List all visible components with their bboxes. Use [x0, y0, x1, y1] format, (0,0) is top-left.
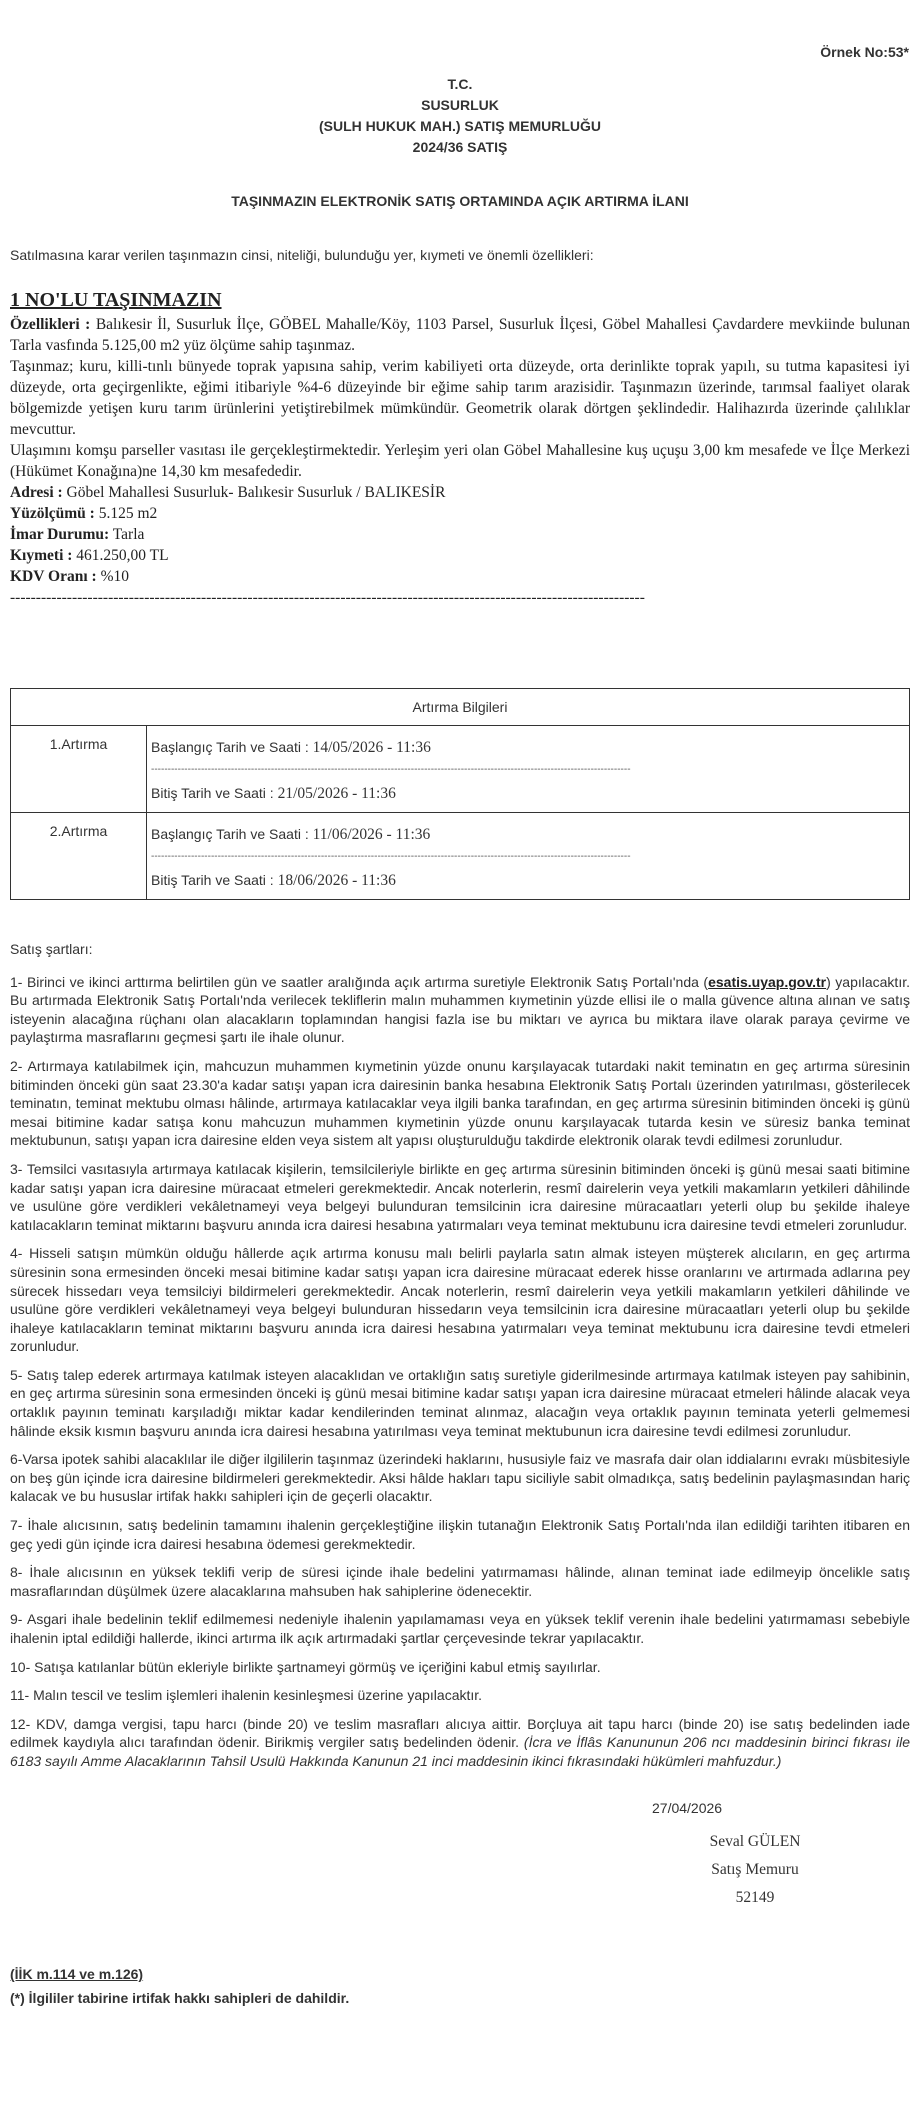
header-line-1: T.C. — [447, 76, 473, 92]
condition-6: 6-Varsa ipotek sahibi alacaklılar ile diğer ilgililerin taşınmaz üzerindeki haklarını, hususiyle faiz ve masrafa dair olan iddialarını evrakı müsbitesiyle on beş gün içinde icra dairesine bildirmeleri gerekmektedir. Aksi hâlde hakları tapu siciliyle sabit olmadıkça, satış bedelinin paylaşmasından hariç kalacak ve bu hususlar irtifak hakkı sahipleri için de geçerli olacaktır. — [10, 1451, 910, 1505]
property-description-1: Taşınmaz; kuru, killi-tınlı bünyede toprak yapısına sahip, verim kabiliyeti orta düzeyde, orta derinlikte toprak yapılı, su tutma kapasitesi iyi düzeyde, orta geçirgenlikte, eğimi itibariyle %4-6 düzeyinde bir eğime sahip tarım arazisidir. Taşınmazın üzerinde, tarımsal faaliyet olarak bölgemizde yetişen kuru tarım ürünlerini yetiştirebilmek mümkündür. Geometrik olarak dörtgen şeklindedir. Halihazırda üzerinde çalılıklar mevcuttur. — [10, 358, 910, 438]
end-value: 21/05/2026 - 11:36 — [277, 785, 396, 802]
value-label: Kıymeti : — [10, 547, 73, 564]
condition-3: 3- Temsilci vasıtasıyla artırmaya katılacak kişilerin, temsilcileriyle birlikte en geç artırma süresinin bitiminden önceki iş günü mesai saati bitimine kadar satışı yapan icra dairesine müracaat etmeleri gerekmektedir. Ancak noterlerin, resmî dairelerin veya yetkili makamların yetkileri dâhilinde ve usulüne göre verdikleri vekâletnameyi veya belgeyi bulunduran temsilcinin icra dairesine müracaatları yeterli olup bu şekilde ihaleye katılacakların teminat miktarını başvuru anında icra dairesi hesabına yatırmaları veya teminat mektubunu icra dairesine tevdi etmeleri zorunludur. — [10, 1160, 910, 1233]
property-address — [10, 482, 910, 503]
auction-start — [151, 823, 905, 845]
condition-1 — [10, 973, 910, 1047]
end-value: 18/06/2026 - 11:36 — [277, 872, 396, 889]
property-area — [10, 503, 910, 524]
conditions-title: Satış şartları: — [10, 941, 93, 957]
signer-number: 52149 — [735, 1889, 775, 1906]
start-value: 11/06/2026 - 11:36 — [312, 826, 431, 843]
auction-row — [11, 726, 910, 813]
condition-9: 9- Asgari ihale bedelinin teklif edilmemesi nedeniyle ihalenin yapılamaması veya en yüksek teklif verenin ihale bedelini yatırmaması sebebiyle ihalenin iptal edildiği hallerde, ikinci artırma ilk açık artırmadaki şartlar çerçevesinde tekrar yapılacaktır. — [10, 1611, 910, 1646]
property-divider: --------------------------------------------------------------------------------------------------------------------------- — [10, 589, 645, 606]
signature-block — [660, 1828, 850, 1912]
auction-table — [10, 688, 910, 900]
auction-end — [151, 869, 905, 891]
header-line-4: 2024/36 SATIŞ — [412, 139, 508, 155]
auction-separator: ------------------------------------------------------------------------------------------------------------------------------------------------ — [151, 764, 631, 775]
auction-end — [151, 782, 905, 804]
start-label: Başlangıç Tarih ve Saati : — [151, 826, 313, 842]
header-line-3: (SULH HUKUK MAH.) SATIŞ MEMURLUĞU — [318, 118, 602, 134]
vat-value: %10 — [96, 568, 129, 585]
property-vat — [10, 566, 910, 587]
announcement-date: 27/04/2026 — [652, 1800, 723, 1816]
sale-conditions — [10, 940, 910, 1781]
condition-12 — [10, 1715, 910, 1771]
auction-table-title: Artırma Bilgileri — [11, 689, 910, 726]
property-features — [10, 314, 910, 356]
address-value: Göbel Mahallesi Susurluk- Balıkesir Susurluk / BALIKESİR — [62, 484, 446, 501]
condition-5: 5- Satış talep ederek artırmaya katılmak isteyen alacaklıdan ve ortaklığın satış suretiyle giderilmesinde artırmaya katılmak isteyen pay sahibinin, en geç artırma süresinin sona ermesinden önceki iş günü mesai bitimine kadar satışı yapan icra dairesine müracaat etmeleri hâlinde alacak veya ortaklık payının teminatı karşıladığı miktar kadar kendilerinden teminat alınmaz, alacağın veya ortaklık payının teminata yeterli gelmemesi hâlinde eksik kısmın başvuru anında icra dairesi hesabına yatırılması veya teminat mektubunun icra dairesine tevdi edilmesi zorunludur. — [10, 1366, 910, 1439]
start-label: Başlangıç Tarih ve Saati : — [151, 739, 313, 755]
condition-7: 7- İhale alıcısının, satış bedelinin tamamını ihalenin gerçekleştiğine ilişkin tutanağın Elektronik Satış Portalı'nda ilan edildiği tarihten itibaren en geç yedi gün içinde icra dairesi hesabına ödemesi gerekmektedir. — [10, 1517, 910, 1552]
announcement-title: TAŞINMAZIN ELEKTRONİK SATIŞ ORTAMINDA AÇIK ARTIRMA İLANI — [231, 193, 689, 209]
zoning-value: Tarla — [109, 526, 145, 543]
features-label: Özellikleri : — [10, 316, 91, 333]
signer-name: Seval GÜLEN — [709, 1833, 801, 1850]
office-header — [0, 74, 920, 158]
property-value — [10, 545, 910, 566]
property-section — [10, 287, 910, 608]
start-value: 14/05/2026 - 11:36 — [312, 739, 431, 756]
property-description-2: Ulaşımını komşu parseller vasıtası ile gerçekleştirmektedir. Yerleşim yeri olan Göbel Mahallesine kuş uçuşu 3,00 km mesafede ve İlçe Merkezi (Hükümet Konağına)ne 14,30 km mesafededir. — [10, 442, 910, 480]
area-label: Yüzölçümü : — [10, 505, 95, 522]
auction-dates — [147, 813, 910, 900]
footnote-law-reference: (İİK m.114 ve m.126) — [10, 1966, 144, 1982]
features-text: Balıkesir İl, Susurluk İlçe, GÖBEL Mahalle/Köy, 1103 Parsel, Susurluk İlçesi, Göbel Mahallesi Çavdardere mevkiinde bulunan Tarla vasfında 5.125,00 m2 yüz ölçüme sahip taşınmaz. — [10, 316, 911, 354]
intro-text: Satılmasına karar verilen taşınmazın cinsi, niteliği, bulunduğu yer, kıymeti ve önemli özellikleri: — [10, 247, 594, 263]
auction-row — [11, 813, 910, 900]
condition-12-text: 12- KDV, damga vergisi, tapu harcı (binde 20) ve teslim masrafları alıcıya aittir. Borçluya ait tapu harcı (binde 20) ise satış bedelinden iade edilmek kaydıyla alıcı tarafından ödenir. Birikmiş vergiler satış bedelinden ödenir. — [10, 1715, 910, 1751]
end-label: Bitiş Tarih ve Saati : — [151, 872, 278, 888]
condition-8: 8- İhale alıcısının en yüksek teklifi verip de süresi içinde ihale bedelini yatırmaması hâlinde, alınan teminat iade edilmeyip öncelikle satış masraflarından düşülmek üzere alacaklarına mahsuben hak sahiplerine ödenecektir. — [10, 1564, 910, 1599]
header-line-2: SUSURLUK — [421, 97, 499, 113]
property-heading: 1 NO'LU TAŞINMAZIN — [10, 289, 222, 311]
footnote — [10, 1962, 349, 2010]
condition-10: 10- Satışa katılanlar bütün ekleriyle birlikte şartnameyi görmüş ve içeriğini kabul etmiş sayılırlar. — [10, 1658, 601, 1675]
footnote-note: (*) İlgililer tabirine irtifak hakkı sahipleri de dahildir. — [10, 1990, 350, 2006]
signer-title: Satış Memuru — [711, 1861, 799, 1878]
zoning-label: İmar Durumu: — [10, 526, 110, 543]
auction-dates — [147, 726, 910, 813]
auction-label: 2.Artırma — [11, 813, 147, 900]
auction-label: 1.Artırma — [11, 726, 147, 813]
condition-12-legal-note: (İcra ve İflâs Kanununun 206 ncı maddesinin birinci fıkrası ile 6183 sayılı Amme Alacaklarının Tahsil Usulü Hakkında Kanunun 21 inci maddesinin ikinci fıkrasındaki hükümleri mahfuzdur.) — [10, 1734, 910, 1769]
vat-label: KDV Oranı : — [10, 568, 97, 585]
address-label: Adresi : — [10, 484, 63, 501]
condition-4: 4- Hisseli satışın mümkün olduğu hâllerde açık artırma konusu malı belirli paylarla satın almak isteyen müşterek alıcıların, en geç artırma süresinin sona ermesinden önceki mesai bitimine kadar satışı yapan icra dairesine müracaat ederek hisse oranlarını ve artırmada adlarına pey sürecek hissedarı veya temsilciyi bildirmeleri gerekmektedir. Ancak noterlerin, resmî dairelerin veya yetkili makamların yetkileri dâhilinde ve usulüne göre verdikleri vekâletnameyi veya belgeyi bulunduran hissedarın veya temsilcinin icra dairesine müracaatları yeterli olup bu şekilde ihaleye katılacakların teminat miktarını başvuru anında icra dairesi hesabına yatırmaları veya teminat mektubunu icra dairesine tevdi etmeleri zorunludur. — [10, 1245, 910, 1355]
esatis-link[interactable]: esatis.uyap.gov.tr — [708, 973, 827, 990]
auction-separator: ------------------------------------------------------------------------------------------------------------------------------------------------ — [151, 851, 631, 862]
condition-2: 2- Artırmaya katılabilmek için, mahcuzun muhammen kıymetinin yüzde onunu karşılayacak tutardaki nakit teminatın en geç artırma süresinin bitiminden önceki gün saat 23.30'a kadar satışı yapan icra dairesinin banka hesabına Elektronik Satış Portalı üzerinden yatırılması, gösterilecek teminatın, teminat mektubu olması hâlinde, artırmaya katılacaklar veya ilgili banka tarafından, en geç artırma süresinin bitiminden önceki iş günü mesai bitimine kadar satışa konu mahcuzun muhammen kıymetinin yüzde onunu karşılayacak tutarda kesin ve süresiz banka teminat mektubunun, satışı yapan icra dairesine elden veya sistem alt yapısı oluşturulduğu takdirde elektronik olarak tevdi edilmesi zorunludur. — [10, 1057, 910, 1149]
property-zoning — [10, 524, 910, 545]
auction-start — [151, 736, 905, 758]
condition-1-text-a: 1- Birinci ve ikinci arttırma belirtilen gün ve saatler aralığında açık artırma suretiyle Elektronik Satış Portalı'nda ( — [10, 973, 709, 990]
sample-number: Örnek No:53* — [820, 44, 909, 60]
condition-1-text-b: ) yapılacaktır. Bu artırmada Elektronik Satış Portalı'nda verilecek tekliflerin malın muhammen kıymetinin yüzde ellisi ile o malla güvence altına alınan ve satış isteyenin alacağına rüçhanı olan alacakların toplamından hangisi fazla ise bu miktarı ve ayrıca bu miktara ilave olarak paraya çevirme ve paylaştırma masraflarını geçmesi şartı ile ihale olunur. — [10, 973, 910, 1046]
end-label: Bitiş Tarih ve Saati : — [151, 785, 278, 801]
value-amount: 461.250,00 TL — [72, 547, 169, 564]
condition-11: 11- Malın tescil ve teslim işlemleri ihalenin kesinleşmesi üzerine yapılacaktır. — [10, 1687, 483, 1704]
area-value: 5.125 m2 — [94, 505, 158, 522]
